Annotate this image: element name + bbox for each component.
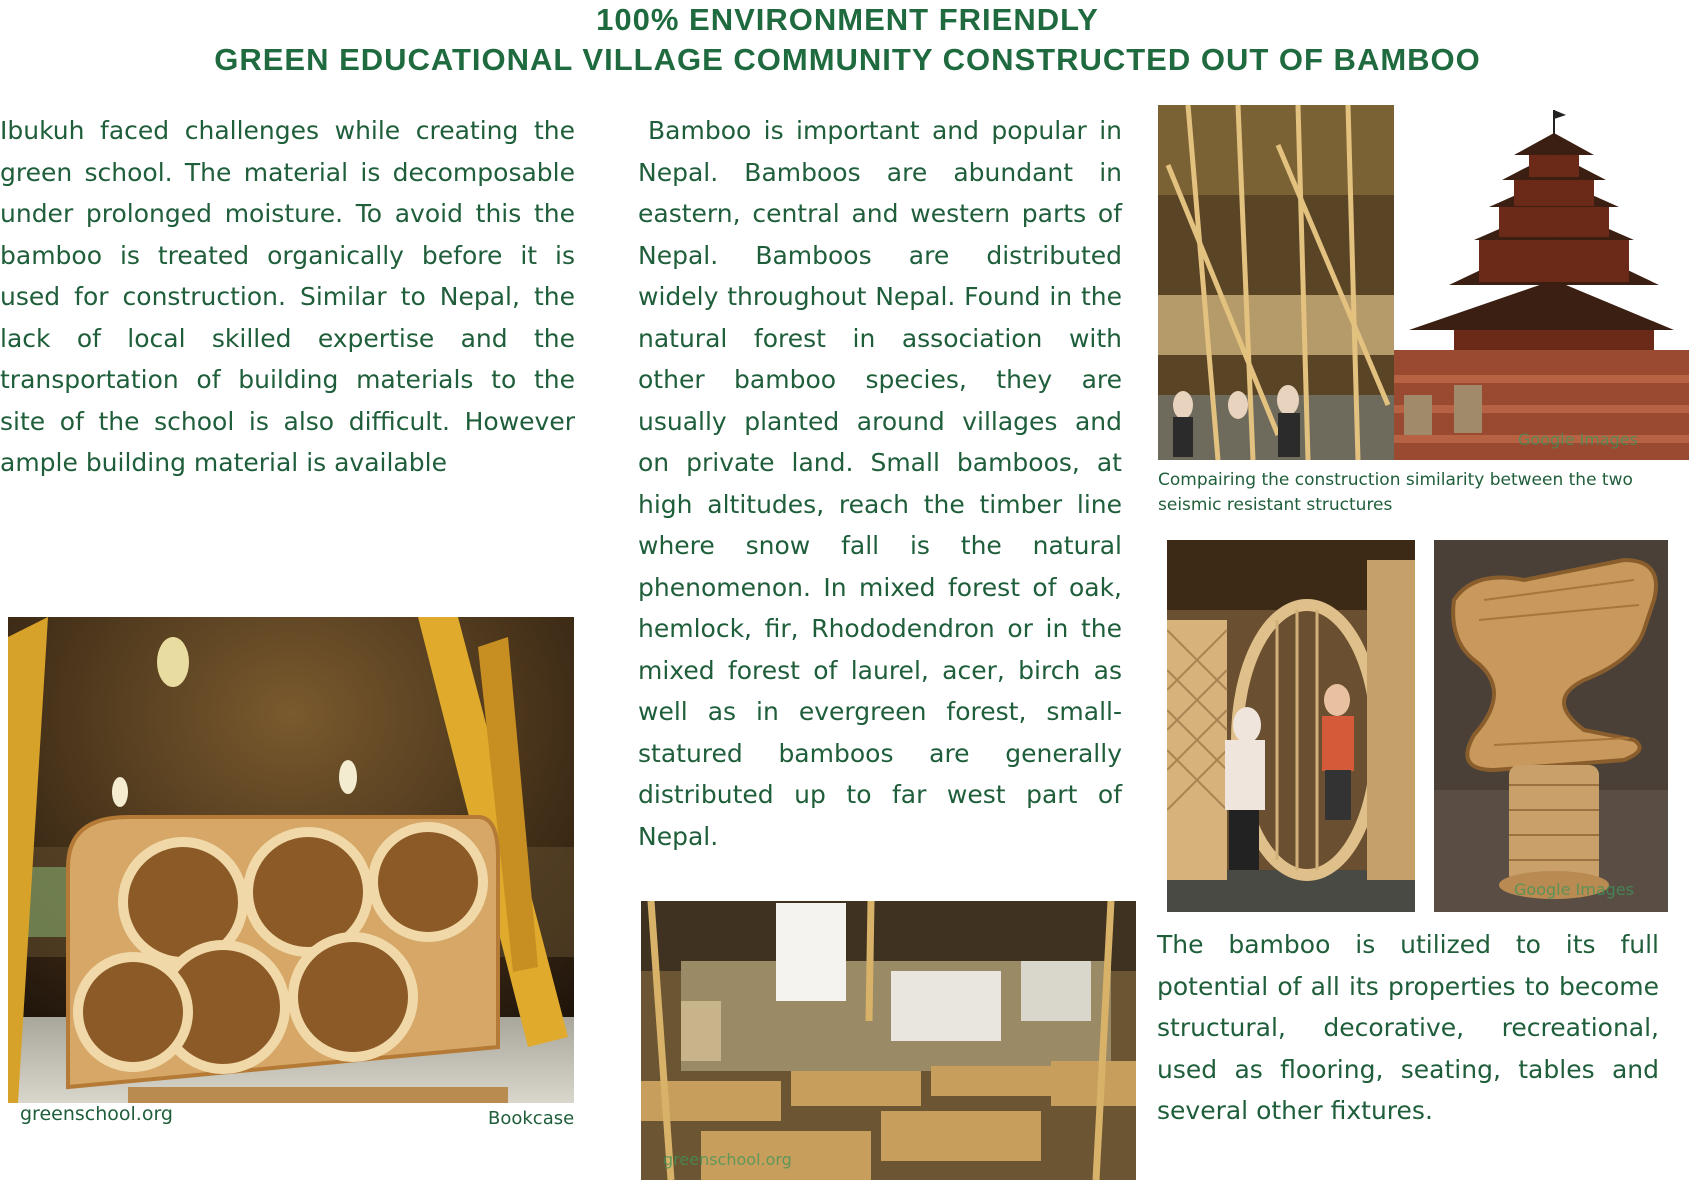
pagoda-photo	[1394, 105, 1689, 460]
bookcase-photo	[8, 617, 574, 1103]
title-line-2: GREEN EDUCATIONAL VILLAGE COMMUNITY CONSTRUCTED OUT OF BAMBOO	[214, 42, 1481, 77]
bamboo-stool-photo	[1434, 540, 1668, 912]
bookcase-credit: greenschool.org	[20, 1103, 173, 1125]
classroom-credit: greenschool.org	[663, 1150, 792, 1169]
middle-column-text: Bamboo is important and popular in Nepal. Bamboos are abundant in eastern, central and western parts of Nepal. Bamboos are distributed widely throughout Nepal. Found in the natural forest in association with other bamboo species, they are usually planted around villages and on private land. Small bamboos, at high altitudes, reach the timber line where snow fall is the natural phenomenon. In mixed forest of oak, hemlock, fir, Rhododendron or in the mixed forest of laurel, acer, birch as well as in evergreen forest, small-statured bamboos are generally distributed up to far west part of Nepal.	[638, 116, 1122, 851]
bamboo-interior-photo	[1158, 105, 1394, 460]
title-line-1: 100% ENVIRONMENT FRIENDLY	[596, 2, 1099, 37]
right-column-text: The bamboo is utilized to its full potential of all its properties to become structural, decorative, recreational, used as flooring, seating, tables and several other fixtures.	[1157, 930, 1659, 1125]
stool-credit: Google Images	[1514, 880, 1634, 899]
comparison-credit: Google Images	[1518, 430, 1638, 449]
left-column-text: Ibukuh faced challenges while creating the green school. The material is decomposable under prolonged moisture. To avoid this the bamboo is treated organically before it is used for construction. Similar to Nepal, the lack of local skilled expertise and the transportation of building materials to the site of the school is also difficult. However ample building material is available	[0, 116, 575, 477]
comparison-caption: Compairing the construction similarity between the two seismic resistant structures	[1158, 470, 1633, 515]
bamboo-door-photo	[1167, 540, 1415, 912]
classroom-photo	[641, 901, 1136, 1180]
bookcase-caption: Bookcase	[488, 1108, 575, 1129]
